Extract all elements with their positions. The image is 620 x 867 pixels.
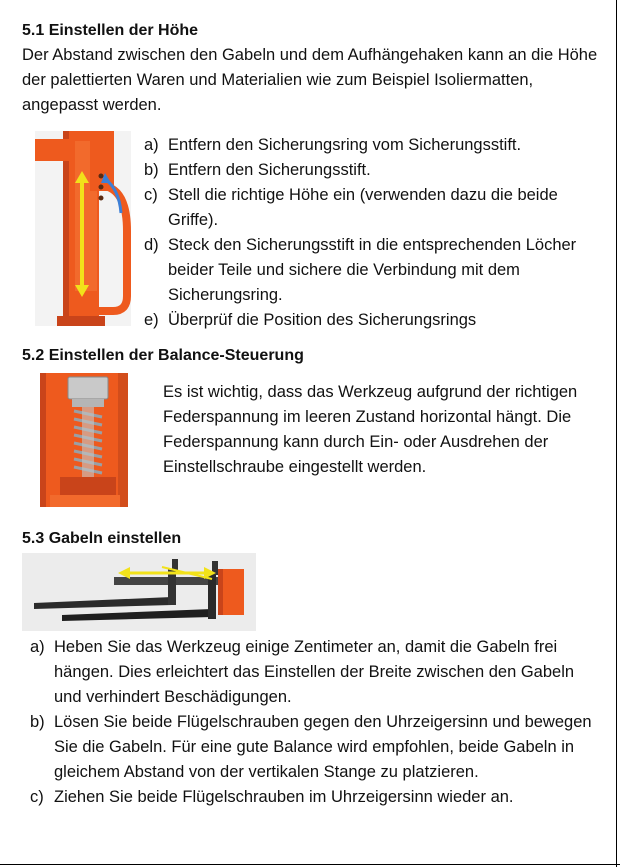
section-5-3-steps [30, 635, 605, 810]
forks-adjustment-photo [22, 553, 256, 631]
page-right-border [616, 0, 617, 867]
page-bottom-border [0, 864, 620, 865]
list-item: a) Heben Sie das Werkzeug einige Zentimeter an, damit die Gabeln frei hängen. Dies erleichtert das Einstellen der Breite zwischen den Gabeln und verhindert Beschädigungen. [30, 638, 575, 706]
section-5-2-heading: 5.2 Einstellen der Balance-Steuerung [22, 347, 304, 364]
section-5-2-body: Es ist wichtig, dass das Werkzeug aufgrund der richtigen Federspannung im leeren Zustand horizontal hängt. Die Federspannung kann durch Ein- oder Ausdrehen der Einstellschraube eingestellt werden. [163, 383, 578, 476]
list-item: e) Überprüf die Position des Sicherungsrings [144, 311, 477, 329]
list-item: c) Stell die richtige Höhe ein (verwenden dazu die beide Griffe). [144, 186, 558, 229]
section-5-1-intro: Der Abstand zwischen den Gabeln und dem Aufhängehaken kann an die Höhe der palettierten Waren und Materialien wie zum Beispiel Isoliermatten, angepasst werden. [22, 46, 598, 114]
list-item: b) Lösen Sie beide Flügelschrauben gegen den Uhrzeigersinn und bewegen Sie die Gabeln. Für eine gute Balance wird empfohlen, beide Gabeln in gleichem Abstand von der vertikalen Stange zu platzieren. [30, 713, 592, 781]
section-5-1-steps [144, 133, 606, 333]
list-item: c) Ziehen Sie beide Flügelschrauben im Uhrzeigersinn wieder an. [30, 788, 514, 806]
section-5-3-heading: 5.3 Gabeln einstellen [22, 530, 182, 547]
list-item: a) Entfern den Sicherungsring vom Sicherungsstift. [144, 136, 522, 154]
section-5-1-heading: 5.1 Einstellen der Höhe [22, 22, 199, 39]
list-item: d) Steck den Sicherungsstift in die entsprechenden Löcher beider Teile und sichere die Verbindung mit dem Sicherungsring. [144, 236, 577, 304]
list-item: b) Entfern den Sicherungsstift. [144, 161, 371, 179]
balance-screw-photo [40, 373, 128, 507]
height-adjustment-photo [35, 131, 131, 326]
